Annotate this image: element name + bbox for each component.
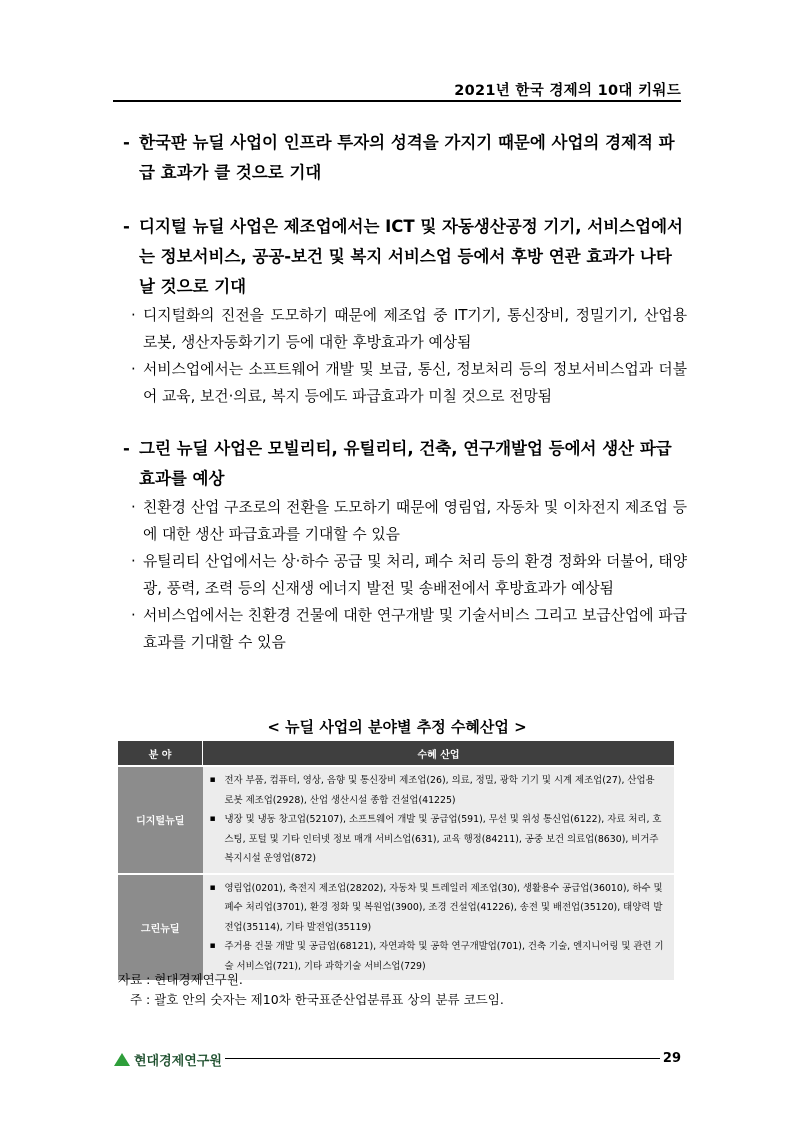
sub-text: 친환경 산업 구조로의 전환을 도모하기 때문에 영림업, 자동차 및 이차전지 제조업 등에 대한 생산 파급효과를 기대할 수 있음 (143, 499, 687, 543)
dot-marker: · (131, 361, 136, 378)
page-number: 29 (662, 1051, 681, 1066)
header-field: 분 야 (118, 741, 203, 766)
bullet-text: 디지털 뉴딜 사업은 제조업에서는 ICT 및 자동생산공정 기기, 서비스업에서는 정보서비스, 공공-보건 및 복지 서비스업 등에서 후방 연관 효과가 나타날 것으로 기대 (139, 217, 683, 296)
industry-list-cell (203, 874, 675, 981)
footer-rule (225, 1058, 660, 1059)
table-row (118, 766, 674, 874)
industry-list-cell (203, 766, 675, 874)
dot-marker: · (131, 607, 136, 624)
bullet-text: 한국판 뉴딜 사업이 인프라 투자의 성격을 가지기 때문에 사업의 경제적 파급 효과가 클 것으로 기대 (139, 133, 675, 182)
bullet-2 (113, 212, 687, 302)
bullet-1 (113, 128, 687, 188)
sub-text: 디지털화의 진전을 도모하기 때문에 제조업 중 IT기기, 통신장비, 정밀기기, 산업용 로봇, 생산자동화기기 등에 대한 후방효과가 예상됨 (143, 307, 687, 351)
list-item: ▪ 전자 부품, 컴퓨터, 영상, 음향 및 통신장비 제조업(26), 의료, 정밀, 광학 기기 및 시계 제조업(27), 산업용 로봇 제조업(2928), 산업 생산시설 종합 건설업(41225) (225, 771, 667, 810)
category-green: 그린뉴딜 (118, 874, 203, 981)
body-content (113, 128, 687, 656)
bullet-3 (113, 434, 687, 494)
source-note: 자료 : 현대경제연구원. (118, 972, 243, 987)
table-header-row (118, 741, 674, 766)
sub-bullet (113, 548, 687, 602)
dash-marker: - (123, 217, 130, 236)
dot-marker: · (131, 499, 136, 516)
triangle-logo-icon (114, 1053, 130, 1066)
table-title: < 뉴딜 사업의 분야별 추정 수혜산업 > (267, 718, 527, 736)
list-item: ▪ 주거용 건물 개발 및 공급업(68121), 자연과학 및 공학 연구개발업(701), 건축 기술, 엔지니어링 및 관련 기술 서비스업(721), 기타 과학기술 서비스업(729) (225, 937, 667, 976)
sub-bullet (113, 302, 687, 356)
sub-bullet (113, 602, 687, 656)
sub-text: 서비스업에서는 소프트웨어 개발 및 보급, 통신, 정보처리 등의 정보서비스업과 더불어 교육, 보건·의료, 복지 등에도 파급효과가 미칠 것으로 전망됨 (143, 361, 687, 405)
list-item: ▪ 영림업(0201), 축전지 제조업(28202), 자동차 및 트레일러 제조업(30), 생활용수 공급업(36010), 하수 및 폐수 처리업(3701), 환경 정화 및 복원업(3900), 조경 건설업(41226), 송전 및 배전업(35120), 태양력 발전업(35114), 기타 발전업(35119) (225, 879, 667, 938)
list-item: ▪ 냉장 및 냉동 창고업(52107), 소프트웨어 개발 및 공급업(591), 무선 및 위성 통신업(6122), 자료 처리, 호스팅, 포털 및 기타 인터넷 정보 매개 서비스업(631), 교육 행정(84211), 공중 보건 의료업(8630), 비거주 복지시설 운영업(872) (225, 810, 667, 869)
logo-text: 현대경제연구원 (134, 1054, 222, 1069)
beneficiary-industry-table (118, 741, 674, 980)
category-digital: 디지털뉴딜 (118, 766, 203, 874)
sub-text: 서비스업에서는 친환경 건물에 대한 연구개발 및 기술서비스 그리고 보급산업에 파급효과를 기대할 수 있음 (143, 607, 687, 651)
footnote: 주 : 괄호 안의 숫자는 제10차 한국표준산업분류표 상의 분류 코드임. (130, 992, 504, 1007)
sub-bullet (113, 494, 687, 548)
table-row (118, 874, 674, 981)
footer-logo (114, 1050, 222, 1069)
industry-list (207, 771, 667, 869)
dot-marker: · (131, 553, 136, 570)
sub-text: 유틸리티 산업에서는 상·하수 공급 및 처리, 폐수 처리 등의 환경 정화와 더불어, 태양광, 풍력, 조력 등의 신재생 에너지 발전 및 송배전에서 후방효과가 예상됨 (143, 553, 687, 597)
industry-list (207, 879, 667, 977)
dash-marker: - (123, 439, 130, 458)
dot-marker: · (131, 307, 136, 324)
dash-marker: - (123, 133, 130, 152)
header-industry: 수혜 산업 (203, 741, 675, 766)
header-rule (113, 100, 681, 102)
page-header-title: 2021년 한국 경제의 10대 키워드 (454, 83, 681, 99)
bullet-text: 그린 뉴딜 사업은 모빌리티, 유틸리티, 건축, 연구개발업 등에서 생산 파급 효과를 예상 (139, 439, 672, 488)
sub-bullet (113, 356, 687, 410)
